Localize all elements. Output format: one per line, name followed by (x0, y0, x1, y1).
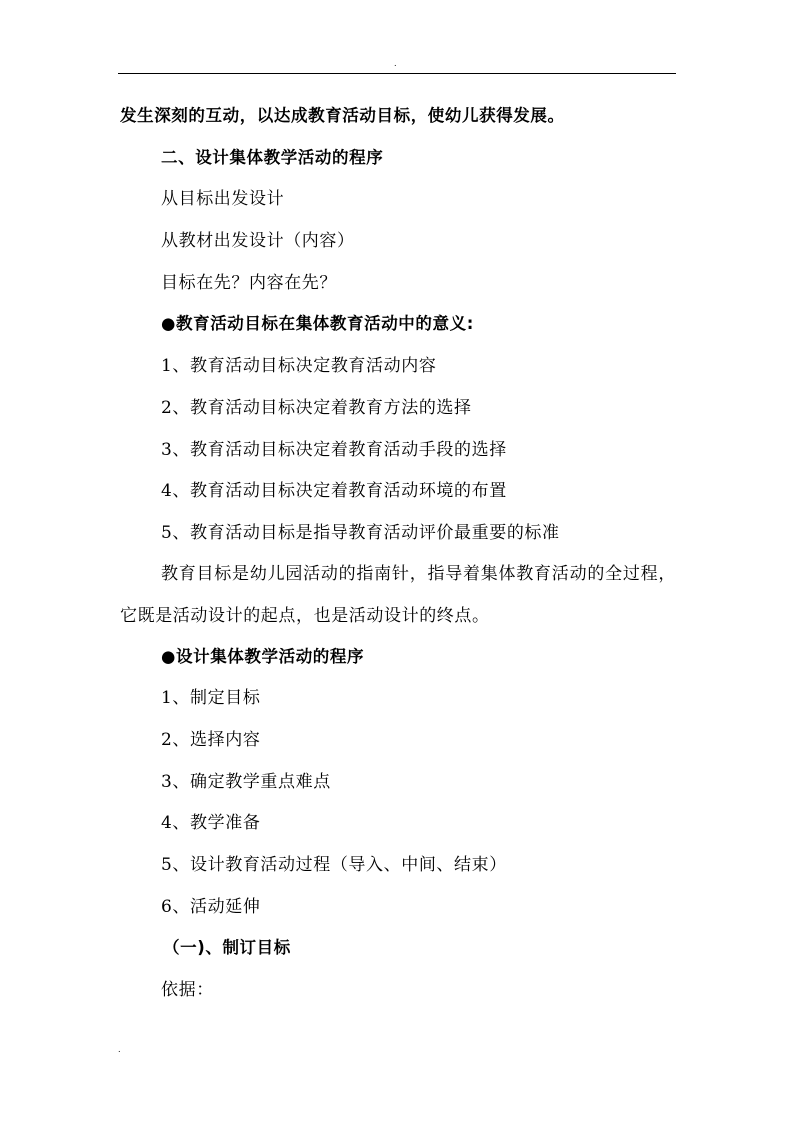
goal-or-content-first: 目标在先？内容在先？ (161, 272, 337, 293)
procedure-item-1: 1、制定目标 (161, 688, 261, 709)
significance-heading: ●教育活动目标在集体教育活动中的意义: (161, 314, 474, 334)
procedure-item-5: 5、设计教育活动过程（导入、中间、结束） (161, 855, 507, 875)
procedure-item-4: 4、教学准备 (161, 813, 261, 834)
footer-mark: . (118, 1045, 121, 1054)
page-body (120, 101, 676, 1017)
design-from-goal: 从目标出发设计 (161, 189, 285, 210)
procedure-item-3: 3、确定教学重点难点 (161, 771, 331, 792)
significance-item-4: 4、教育活动目标决定着教育活动环境的布置 (161, 481, 507, 502)
header-rule (118, 73, 676, 74)
procedure-heading: ●设计集体教学活动的程序 (161, 646, 365, 666)
subsection1-heading: （一)、制订目标 (163, 938, 291, 958)
design-from-material: 从教材出发设计（内容） (161, 231, 355, 252)
procedure-item-2: 2、选择内容 (161, 729, 261, 750)
significance-item-3: 3、教育活动目标决定着教育活动手段的选择 (161, 439, 507, 460)
significance-item-1: 1、教育活动目标决定教育活动内容 (161, 356, 437, 377)
procedure-item-6: 6、活动延伸 (161, 896, 261, 917)
significance-item-2: 2、教育活动目标决定着教育方法的选择 (161, 397, 472, 418)
goal-paragraph: 教育目标是幼儿园活动的指南针，指导着集体教育活动的全过程，它既是活动设计的起点，也是活动设计的终点。 (120, 563, 676, 627)
section2-heading: 二、设计集体教学活动的程序 (161, 147, 384, 167)
intro-tail-line: 发生深刻的互动，以达成教育活动目标，使幼儿获得发展。 (120, 106, 565, 125)
significance-item-5: 5、教育活动目标是指导教育活动评价最重要的标准 (161, 522, 560, 543)
header-mark: . (394, 59, 397, 68)
basis-label: 依据： (161, 980, 214, 1001)
